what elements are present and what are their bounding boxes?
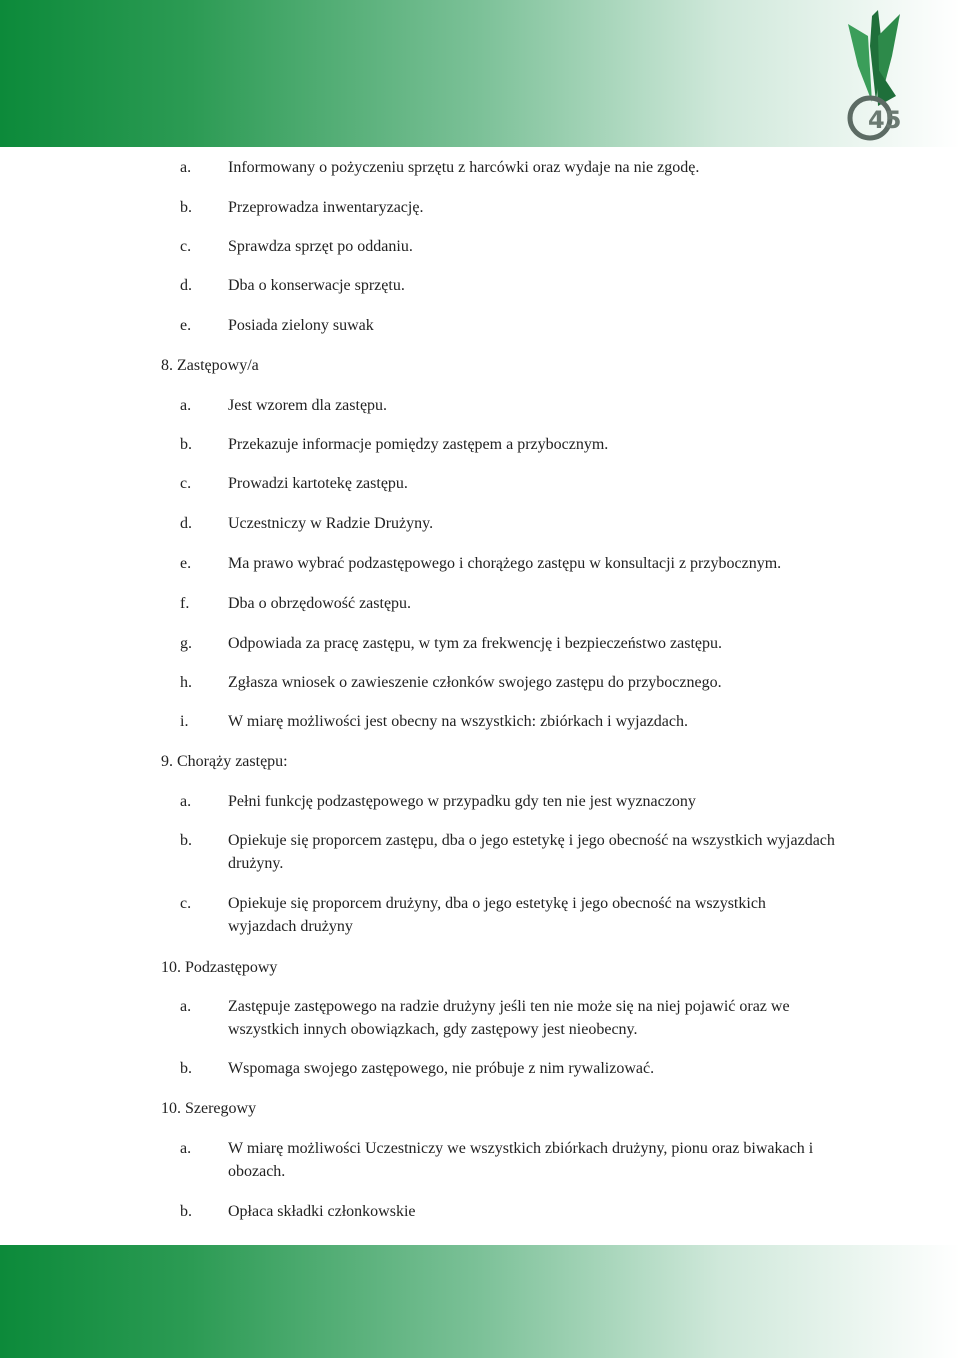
- header-banner: [0, 0, 960, 147]
- list-marker: e.: [180, 555, 192, 572]
- list-marker: b.: [180, 1060, 192, 1077]
- list-marker: a.: [180, 1140, 192, 1157]
- list-text: Odpowiada za pracę zastępu, w tym za frekwencję i bezpieczeństwo zastępu.: [228, 635, 722, 652]
- list-text: Przekazuje informacje pomiędzy zastępem a przybocznym.: [228, 436, 609, 453]
- section-heading: 8. Zastępowy/a: [161, 357, 259, 374]
- footer-banner: [0, 1245, 960, 1358]
- list-text: Informowany o pożyczeniu sprzętu z harcówki oraz wydaje na nie zgodę.: [228, 159, 700, 176]
- logo-number: 45: [868, 106, 902, 134]
- list-text: Wspomaga swojego zastępowego, nie próbuje z nim rywalizować.: [228, 1060, 655, 1077]
- list-text: Sprawdza sprzęt po oddaniu.: [228, 238, 413, 255]
- list-marker: b.: [180, 1203, 192, 1220]
- list-text: Ma prawo wybrać podzastępowego i chorążego zastępu w konsultacji z przybocznym.: [228, 555, 782, 572]
- list-text: Pełni funkcję podzastępowego w przypadku gdy ten nie jest wyznaczony: [228, 793, 696, 810]
- list-marker: d.: [180, 515, 192, 532]
- list-marker: e.: [180, 317, 192, 334]
- list-marker: d.: [180, 277, 192, 294]
- list-marker: c.: [180, 475, 192, 492]
- list-text: Jest wzorem dla zastępu.: [228, 397, 388, 414]
- list-text: Zgłasza wniosek o zawieszenie członków swojego zastępu do przybocznego.: [228, 674, 722, 691]
- list-text: Opiekuje się proporcem zastępu, dba o jego estetykę i jego obecność na wszystkich wyjazdach drużyny.: [228, 832, 835, 872]
- list-marker: a.: [180, 793, 192, 810]
- list-marker: c.: [180, 238, 192, 255]
- list-marker: a.: [180, 998, 192, 1015]
- list-text: Opłaca składki członkowskie: [228, 1203, 416, 1220]
- list-marker: i.: [180, 713, 189, 730]
- section-heading: 10. Podzastępowy: [161, 959, 278, 976]
- list-text: Dba o konserwacje sprzętu.: [228, 277, 405, 294]
- list-text: Zastępuje zastępowego na radzie drużyny jeśli ten nie może się na niej pojawić oraz we wszystkich innych obowiązkach, gdy zastępowy jest nieobecny.: [228, 998, 790, 1038]
- list-text: Opiekuje się proporcem drużyny, dba o jego estetykę i jego obecność na wszystkich wyjazdach drużyny: [228, 895, 766, 935]
- section-heading: 10. Szeregowy: [161, 1100, 257, 1117]
- list-text: Dba o obrzędowość zastępu.: [228, 595, 412, 612]
- list-marker: b.: [180, 436, 192, 453]
- list-text: Prowadzi kartotekę zastępu.: [228, 475, 408, 492]
- scout-troop-logo-icon: [838, 6, 908, 142]
- list-marker: g.: [180, 635, 192, 652]
- list-marker: a.: [180, 397, 192, 414]
- list-text: Uczestniczy w Radzie Drużyny.: [228, 515, 434, 532]
- list-marker: h.: [180, 674, 192, 691]
- list-text: Przeprowadza inwentaryzację.: [228, 199, 424, 216]
- list-marker: b.: [180, 199, 192, 216]
- list-marker: f.: [180, 595, 190, 612]
- list-marker: c.: [180, 895, 192, 912]
- list-text: W miarę możliwości jest obecny na wszystkich: zbiórkach i wyjazdach.: [228, 713, 688, 730]
- list-marker: a.: [180, 159, 192, 176]
- list-text: Posiada zielony suwak: [228, 317, 374, 334]
- list-text: W miarę możliwości Uczestniczy we wszystkich zbiórkach drużyny, pionu oraz biwakach i obozach.: [228, 1140, 814, 1180]
- section-heading: 9. Chorąży zastępu:: [161, 753, 288, 770]
- list-marker: b.: [180, 832, 192, 849]
